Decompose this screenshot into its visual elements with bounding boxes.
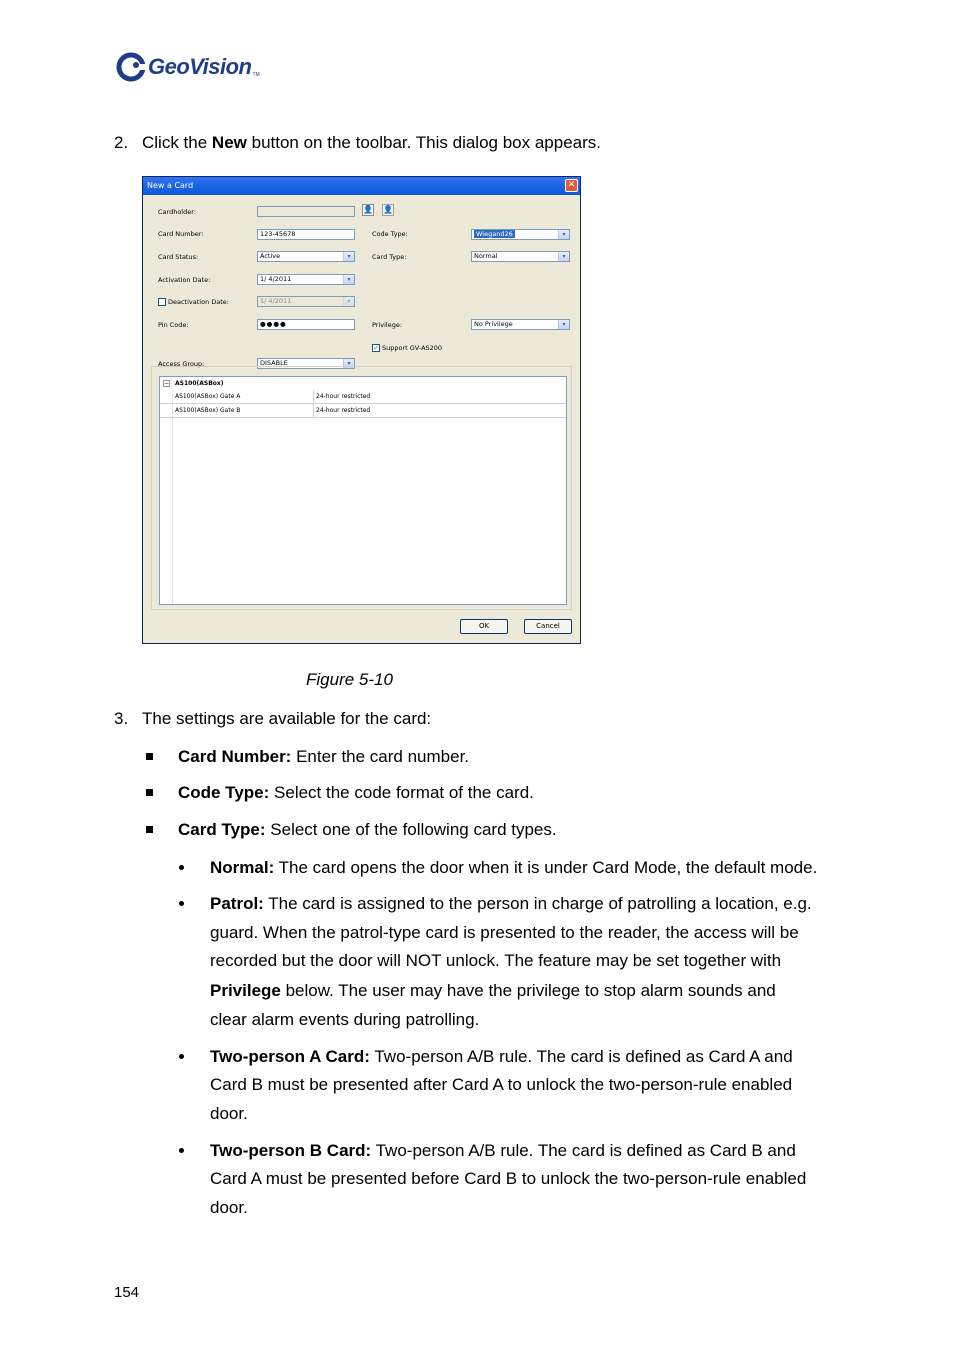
bullet-text: Select the code format of the card. [269,783,534,802]
sub-bullet-text: Two-person A/B rule. The card is defined as Card A and [369,1047,793,1066]
privilege-select[interactable] [471,319,570,330]
sub-bullet-text: Two-person A/B rule. The card is defined as Card B and [371,1141,796,1160]
card-status-value: Active [260,252,281,260]
sub-bullet-patrol-line1 [210,894,812,914]
activation-date-value: 1/ 4/2011 [260,275,292,283]
step-2-bold: New [211,133,247,152]
sub-bullet-two-a-line1 [210,1047,793,1067]
bullet-square [146,753,153,760]
card-status-label: Card Status: [158,253,199,261]
privilege-label: Privilege: [372,321,403,329]
bullet-code-type [178,783,534,803]
bullet-text: Enter the card number. [291,747,470,766]
tree-row-name: AS100(ASBox) Gate B [175,407,241,414]
sub-bullet-text: The card opens the door when it is under Card Mode, the default mode. [274,858,818,877]
chevron-down-icon: ▾ [343,252,354,261]
bullet-square [146,789,153,796]
sub-bullet-bold: Normal: [210,858,275,877]
tree-gutter [160,390,173,604]
sub-bullet-two-a-line3: door. [210,1104,248,1123]
chevron-down-icon: ▾ [343,275,354,284]
sub-bullet-bold: Privilege [210,981,281,1000]
code-type-select[interactable] [471,229,570,240]
ok-button[interactable]: OK [460,619,508,634]
bullet-dot [179,865,184,870]
chevron-down-icon: ▾ [558,230,569,239]
sub-bullet-two-b-line1 [210,1141,796,1161]
cardholder-select-icon[interactable]: 👤 [363,205,373,214]
deactivation-date-checkbox[interactable] [158,298,166,306]
bullet-bold: Card Number: [178,747,292,766]
bullet-dot [179,901,184,906]
new-card-dialog [142,176,581,644]
sub-bullet-patrol-line5: clear alarm events during patrolling. [210,1010,480,1029]
card-type-label: Card Type: [372,253,407,261]
card-number-input[interactable]: 123-45678 [257,229,355,240]
activation-date-picker[interactable] [257,274,355,285]
sub-bullet-two-b-line2: Card A must be presented before Card B to unlock the two-person-rule enabled [210,1169,807,1188]
tree-row-value: 24-hour restricted [313,404,566,417]
activation-date-label: Activation Date: [158,276,211,284]
bullet-bold: Card Type: [178,820,266,839]
sub-bullet-two-b-line3: door. [210,1198,248,1217]
support-gv-as200-checkbox[interactable]: ✓ [373,344,379,352]
tree-row-value: 24-hour restricted [313,390,566,403]
cancel-button[interactable]: Cancel [524,619,572,634]
sub-bullet-bold: Two-person B Card: [210,1141,372,1160]
privilege-value: No Privilege [474,320,513,328]
sub-bullet-bold: Patrol: [210,894,264,913]
chevron-down-icon: ▾ [343,297,354,306]
card-number-label: Card Number: [158,230,204,238]
sub-bullet-bold: Two-person A Card: [210,1047,370,1066]
access-group-tree[interactable] [159,376,567,605]
table-row[interactable] [160,404,566,418]
deactivation-date-label: Deactivation Date: [168,298,229,306]
collapse-icon[interactable]: − [164,380,170,387]
access-group-value: DISABLE [260,359,288,367]
deactivation-date-value: 1/ 4/2011 [260,297,292,305]
access-group-label: Access Group: [158,360,205,368]
tree-row-name: AS100(ASBox) Gate A [175,393,241,400]
pin-code-label: Pin Code: [158,321,189,329]
sub-bullet-patrol-line3: recorded but the door will NOT unlock. The feature may be set together with [210,951,782,970]
bullet-dot [179,1054,184,1059]
card-type-value: Normal [474,252,498,260]
card-type-select[interactable] [471,251,570,262]
close-icon[interactable]: ✕ [565,179,578,192]
chevron-down-icon: ▾ [558,320,569,329]
geovision-logo-icon [116,52,146,82]
brand-name: GeoVision [148,54,252,79]
chevron-down-icon: ▾ [343,359,354,368]
chevron-down-icon: ▾ [558,252,569,261]
cardholder-label: Cardholder: [158,208,196,216]
geovision-logo [116,50,260,84]
bullet-dot [179,1148,184,1153]
sub-bullet-text: The card is assigned to the person in charge of patrolling a location, e.g. [263,894,812,913]
step-2-post: button on the toolbar. This dialog box appears. [246,133,601,152]
bullet-square [146,826,153,833]
brand-tm: TM [252,72,260,78]
figure-caption: Figure 5-10 [306,670,393,689]
deactivation-date-picker[interactable] [257,296,355,307]
step-2-text [142,133,601,153]
step-3-number: 3. [114,709,129,728]
sub-bullet-patrol-line4 [210,981,776,1001]
code-type-value: Wiegand26 [476,230,513,238]
step-3-text: The settings are available for the card: [142,709,432,728]
cardholder-remove-icon[interactable]: 👤 [383,205,393,214]
tree-group-row[interactable] [160,377,566,390]
sub-bullet-patrol-line2: guard. When the patrol-type card is presented to the reader, the access will be [210,923,799,942]
step-2-pre: Click the [142,133,212,152]
sub-bullet-normal [210,858,817,878]
dialog-titlebar [143,177,580,195]
support-gv-as200-label: Support GV-AS200 [382,344,443,352]
sub-bullet-text: below. The user may have the privilege to stop alarm sounds and [280,981,776,1000]
pin-code-input[interactable]: ●●●● [257,319,355,330]
bullet-card-number [178,747,469,767]
step-2-number: 2. [114,133,129,152]
bullet-text: Select one of the following card types. [265,820,557,839]
card-status-select[interactable] [257,251,355,262]
code-type-label: Code Type: [372,230,408,238]
sub-bullet-two-a-line2: Card B must be presented after Card A to unlock the two-person-rule enabled [210,1075,793,1094]
cardholder-field[interactable] [257,206,355,217]
tree-group-name: AS100(ASBox) [175,380,224,387]
bullet-card-type [178,820,557,840]
bullet-bold: Code Type: [178,783,270,802]
dialog-title: New a Card [147,181,194,190]
page-number: 154 [114,1284,140,1301]
table-row[interactable] [160,390,566,404]
